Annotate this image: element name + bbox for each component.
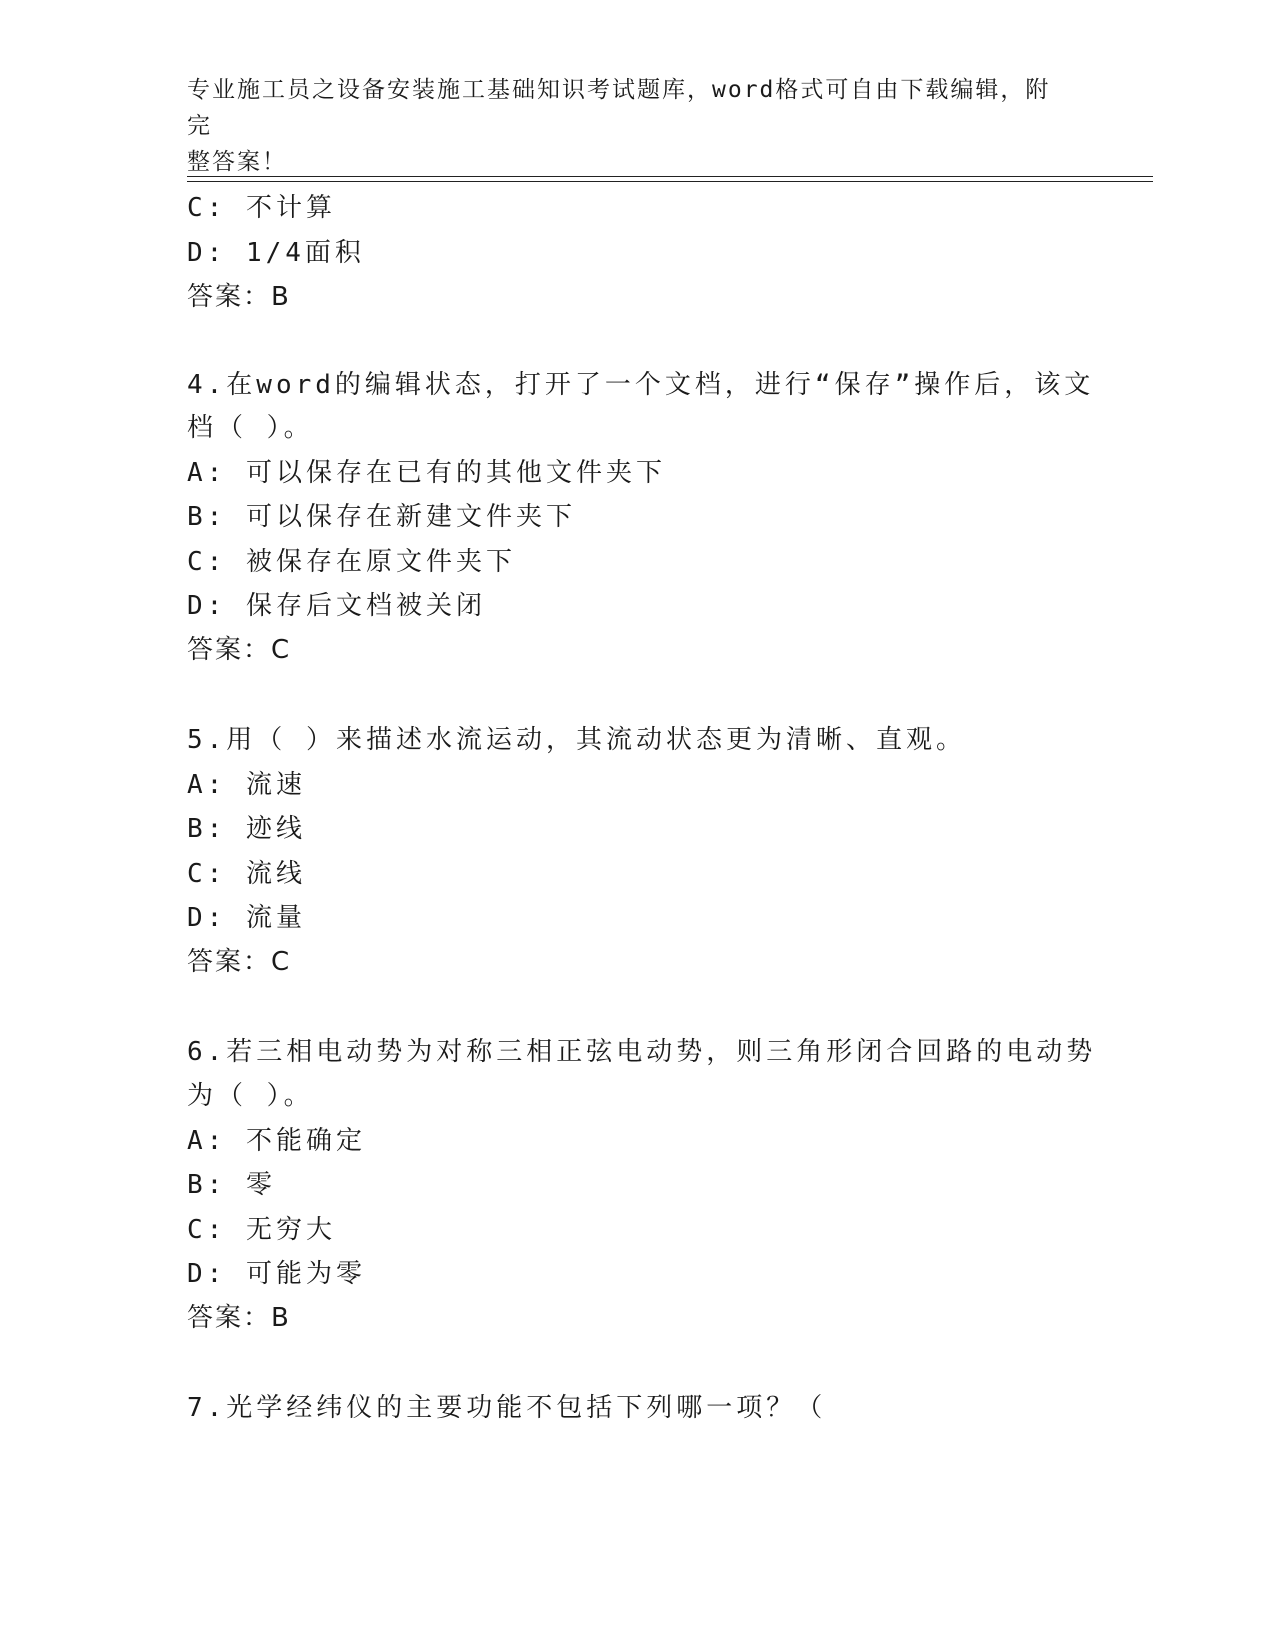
- q4-option-a: A: 可以保存在已有的其他文件夹下: [187, 458, 666, 488]
- q4-option-b: B: 可以保存在新建文件夹下: [187, 502, 576, 532]
- q6-option-b: B: 零: [187, 1170, 276, 1200]
- q5-option-c: C: 流线: [187, 859, 306, 889]
- q4-stem-line-2: 档（ ）。: [187, 413, 314, 443]
- q3-option-c: C: 不计算: [187, 193, 336, 223]
- q5-option-b: B: 迹线: [187, 814, 306, 844]
- q6-stem-line-2: 为（ ）。: [187, 1081, 314, 1111]
- q5-answer: 答案：C: [187, 947, 292, 977]
- q6-option-d: D: 可能为零: [187, 1259, 366, 1289]
- header-divider-bottom: [187, 181, 1153, 182]
- q5-stem-line-1: 5.用（ ）来描述水流运动，其流动状态更为清晰、直观。: [187, 725, 966, 755]
- header-divider-top: [187, 176, 1153, 177]
- q4-option-c: C: 被保存在原文件夹下: [187, 547, 516, 577]
- q4-stem-line-1: 4.在word的编辑状态，打开了一个文档，进行“保存”操作后，该文: [187, 370, 1095, 400]
- q6-option-a: A: 不能确定: [187, 1126, 366, 1156]
- q3-option-d: D: 1/4面积: [187, 238, 365, 268]
- header-line-2: 整答案！: [187, 149, 287, 175]
- header-line-1: 专业施工员之设备安装施工基础知识考试题库，word格式可自由下载编辑，附完: [187, 77, 1051, 139]
- q6-answer: 答案：B: [187, 1303, 291, 1333]
- q5-option-a: A: 流速: [187, 770, 306, 800]
- q6-option-c: C: 无穷大: [187, 1215, 336, 1245]
- q4-option-d: D: 保存后文档被关闭: [187, 591, 486, 621]
- q3-answer: 答案：B: [187, 282, 291, 312]
- q4-answer: 答案：C: [187, 635, 292, 665]
- q7-stem-line-1: 7.光学经纬仪的主要功能不包括下列哪一项？（: [187, 1393, 827, 1423]
- q5-option-d: D: 流量: [187, 903, 306, 933]
- q6-stem-line-1: 6.若三相电动势为对称三相正弦电动势，则三角形闭合回路的电动势: [187, 1037, 1097, 1067]
- document-header: [187, 72, 1067, 180]
